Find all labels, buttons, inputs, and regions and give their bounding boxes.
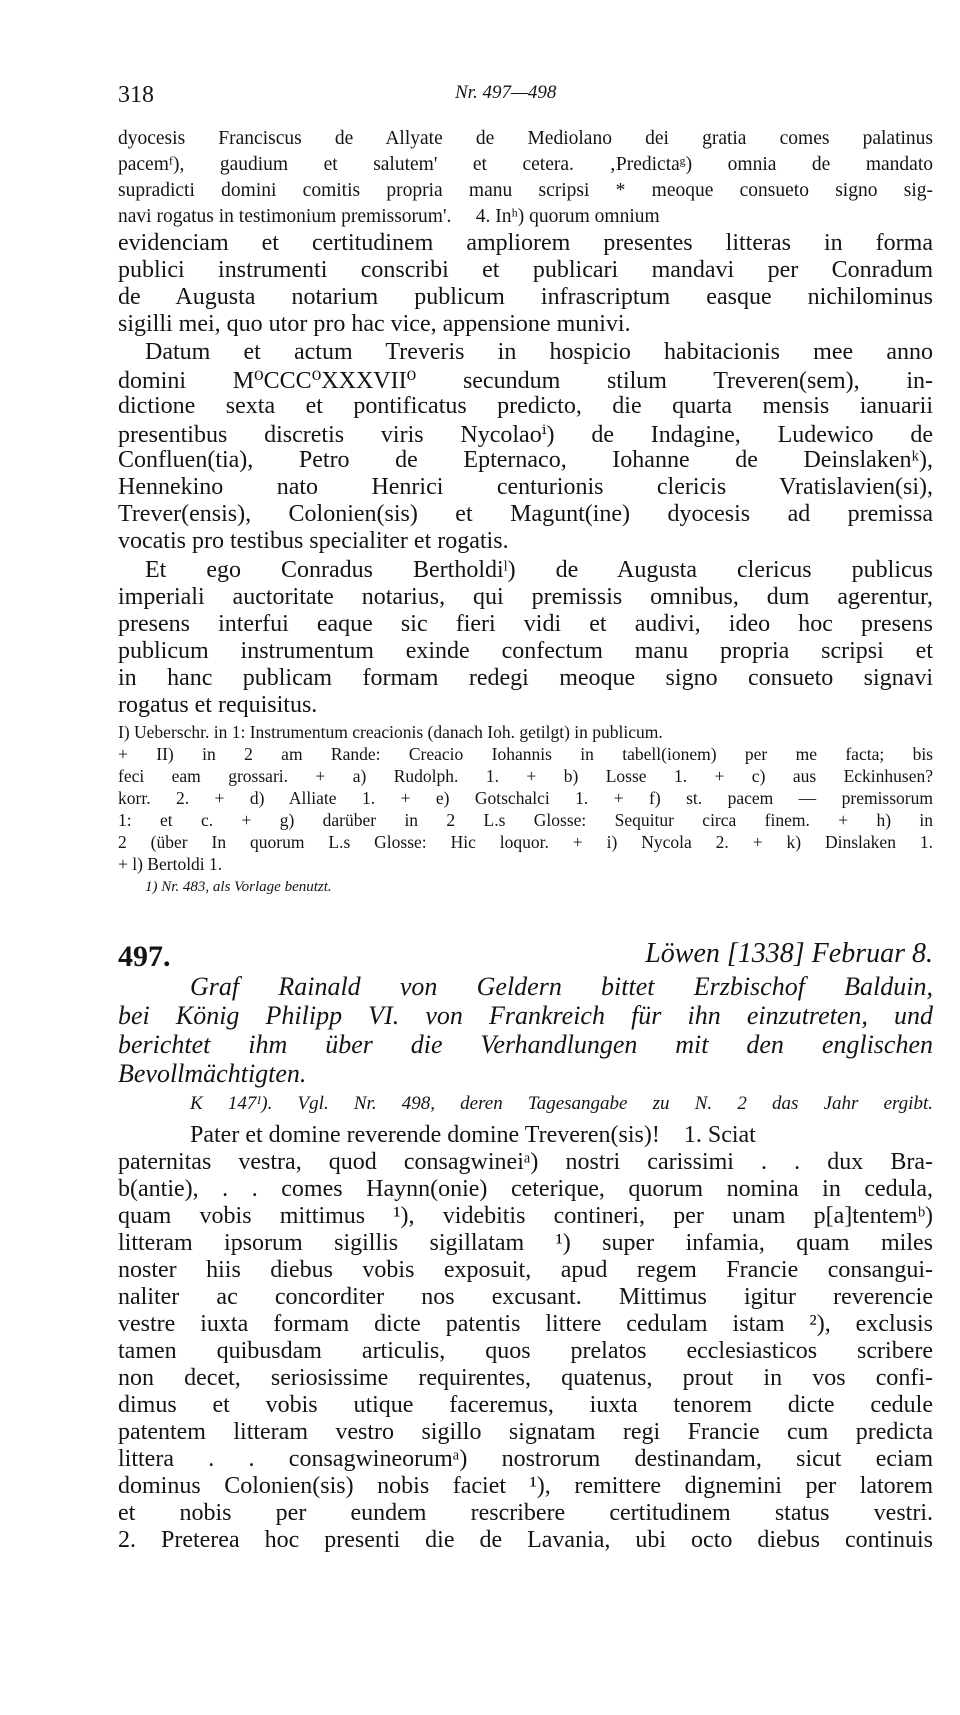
apparatus-line: 2 (über In quorum L.s Glosse: Hic loquor. + i) Nycola 2. + k) Dinslaken 1. (118, 832, 933, 852)
summary-line: berichtet ihm über die Verhandlungen mit den englischen (118, 1030, 933, 1059)
text-line: dictione sexta et pontificatus predicto, die quarta mensis ianuarii (118, 393, 933, 419)
text-line: Confluen(tia), Petro de Epternaco, Iohanne de Deinslakenᵏ), (118, 447, 933, 473)
text-line: in hanc publicam formam redegi meoque signo consueto signavi (118, 665, 933, 691)
text-line: navi rogatus in testimonium premissorum'. 4. Inʰ) quorum omnium (118, 206, 660, 227)
text-line: dimus et vobis utique faceremus, iuxta tenorem dicte cedule (118, 1392, 933, 1418)
text-line: rogatus et requisitus. (118, 692, 318, 718)
text-line: et nobis per eundem rescribere certitudinem status vestri. (118, 1500, 933, 1526)
text-line: pacemᶠ), gaudium et salutem' et cetera. ‚Predictaᵍ) omnia de mandato (118, 154, 933, 175)
text-line: vestre iuxta formam dicte patentis littere cedulam istam ²), exclusis (118, 1311, 933, 1337)
text-line: littera . . consagwineorumᵃ) nostrorum destinandam, sicut eciam (118, 1446, 933, 1472)
text-line: noster hiis diebus vobis exposuit, apud regem Francie consangui- (118, 1257, 933, 1283)
apparatus-line: feci eam grossari. + a) Rudolph. 1. + b) Losse 1. + c) aus Eckinhusen? (118, 766, 933, 786)
page-number: 318 (118, 82, 154, 108)
text-line: imperiali auctoritate notarius, qui premissis omnibus, dum agerentur, (118, 584, 933, 610)
text-line: patentem litteram vestro sigillo signatam regi Francie cum predicta (118, 1419, 933, 1445)
text-line: domini M⁰CCC⁰XXXVII⁰ secundum stilum Treveren(sem), in- (118, 368, 933, 394)
running-title: Nr. 497—498 (455, 82, 557, 103)
text-line: de Augusta notarium publicum infrascriptum easque nichilominus (118, 284, 933, 310)
text-line: Datum et actum Treveris in hospicio habitacionis mee anno (145, 339, 933, 365)
text-line: presentibus discretis viris Nycolaoⁱ) de Indagine, Ludewico de (118, 422, 933, 448)
source-reference: K 147ᴵ). Vgl. Nr. 498, deren Tagesangabe zu N. 2 das Jahr ergibt. (190, 1093, 933, 1114)
footnote: 1) Nr. 483, als Vorlage benutzt. (145, 879, 332, 895)
text-line: evidenciam et certitudinem ampliorem presentes litteras in forma (118, 230, 933, 256)
text-line: publici instrumenti conscribi et publicari mandavi per Conradum (118, 257, 933, 283)
apparatus-line: korr. 2. + d) Alliate 1. + e) Gotschalci 1. + f) st. pacem — premissorum (118, 788, 933, 808)
text-line: litteram ipsorum sigillis sigillatam ¹) super infamia, quam miles (118, 1230, 933, 1256)
apparatus-line: I) Ueberschr. in 1: Instrumentum creacionis (danach Ioh. getilgt) in publicum. (118, 722, 663, 742)
apparatus-line: + l) Bertoldi 1. (118, 854, 223, 874)
text-line: tamen quibusdam articulis, quos prelatos ecclesiasticos scribere (118, 1338, 933, 1364)
text-line: dyocesis Franciscus de Allyate de Mediolano dei gratia comes palatinus (118, 128, 933, 149)
apparatus-line: 1: et c. + g) darüber in 2 L.s Glosse: Sequitur circa finem. + h) in (118, 810, 933, 830)
summary-line: Bevollmächtigten. (118, 1059, 307, 1088)
summary-line: Graf Rainald von Geldern bittet Erzbischof Balduin, (190, 972, 933, 1001)
text-line: non decet, seriosissime requirentes, quatenus, prout in vos confi- (118, 1365, 933, 1391)
apparatus-line: + II) in 2 am Rande: Creacio Iohannis in tabell(ionem) per me facta; bis (118, 744, 933, 764)
text-line: Hennekino nato Henrici centurionis clericis Vratislavien(si), (118, 474, 933, 500)
text-line: naliter ac concorditer nos excusant. Mittimus igitur reverencie (118, 1284, 933, 1310)
text-line: sigilli mei, quo utor pro hac vice, appensione munivi. (118, 311, 631, 337)
text-line: presens interfui eaque sic fieri vidi et audivi, ideo hoc presens (118, 611, 933, 637)
text-line: 2. Preterea hoc presenti die de Lavania, ubi octo diebus continuis (118, 1527, 933, 1553)
text-line: quam vobis mittimus ¹), videbitis contineri, per unam p[a]tentemᵇ) (118, 1203, 933, 1229)
text-line: b(antie), . . comes Haynn(onie) ceterique, quorum nomina in cedula, (118, 1176, 933, 1202)
text-line: Et ego Conradus Bertholdiˡ) de Augusta clericus publicus (145, 557, 933, 583)
text-line: Pater et domine reverende domine Treveren(sis)! 1. Sciat (190, 1122, 756, 1148)
document-number: 497. (118, 940, 171, 973)
text-line: Trever(ensis), Colonien(sis) et Magunt(ine) dyocesis ad premissa (118, 501, 933, 527)
text-line: paternitas vestra, quod consagwineiᵃ) nostri carissimi . . dux Bra- (118, 1149, 933, 1175)
text-line: supradicti domini comitis propria manu scripsi * meoque consueto signo sig- (118, 180, 933, 201)
text-line: dominus Colonien(sis) nobis faciet ¹), remittere dignemini per latorem (118, 1473, 933, 1499)
text-line: vocatis pro testibus specialiter et rogatis. (118, 528, 509, 554)
document-dateline: Löwen [1338] Februar 8. (645, 938, 933, 969)
text-line: publicum instrumentum exinde confectum manu propria scripsi et (118, 638, 933, 664)
summary-line: bei König Philipp VI. von Frankreich für ihn einzutreten, und (118, 1001, 933, 1030)
